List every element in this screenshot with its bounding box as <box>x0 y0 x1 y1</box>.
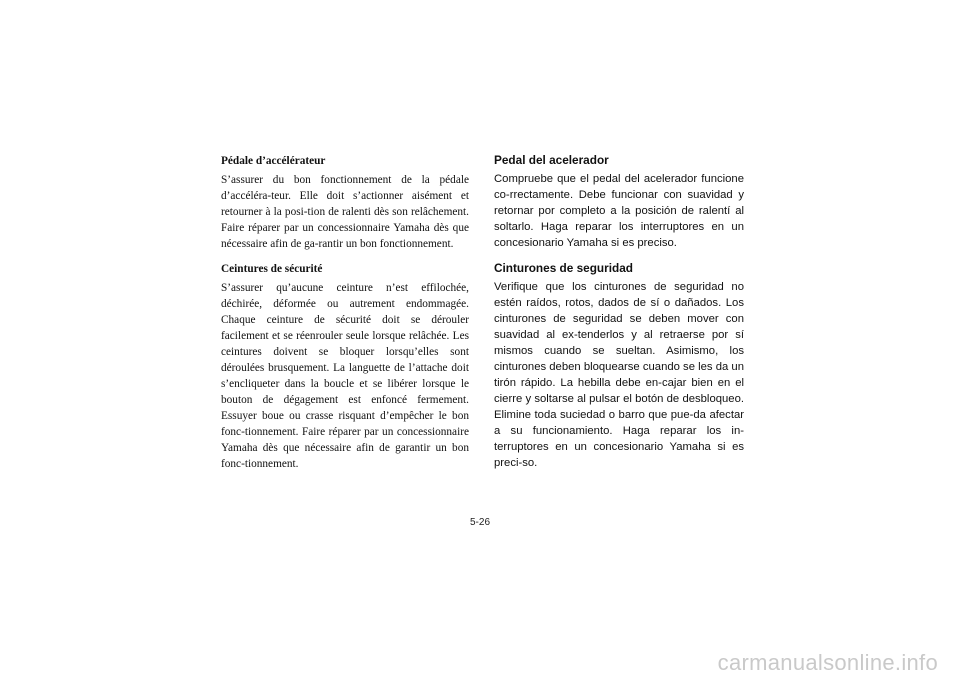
accelerator-heading-fr: Pédale d’accélérateur <box>221 155 326 167</box>
seatbelts-text-es: Verifique que los cinturones de seguridad no estén raídos, rotos, dados de sí o dañados. Los cinturones de seguridad se deben mover con suavidad al ex-tenderlos y al retraerse por sí mismos cuando se sueltan. Asimismo, los cinturones deben bloquearse cuando se les da un tirón rápido. La hebilla debe en-cajar bien en el cierre y soltarse al pulsar el botón de desbloqueo. Elimine toda suciedad o barro que pue-da afectar a su funcionamiento. Haga reparar los in-terruptores en un concesionario Yamaha si es preci-so. <box>494 281 744 469</box>
spanish-column <box>494 152 744 478</box>
page-number: 5-26 <box>469 517 490 528</box>
seatbelts-heading-fr: Ceintures de sécurité <box>221 263 323 275</box>
watermark: carmanualsonline.info <box>717 650 938 675</box>
seatbelts-heading-es: Cinturones de seguridad <box>494 261 633 275</box>
french-column <box>221 153 469 479</box>
accelerator-heading-es: Pedal del acelerador <box>494 153 609 167</box>
seatbelts-text-fr: S’assurer qu’aucune ceinture n’est effilochée, déchirée, déformée ou autrement endommagée. Chaque ceinture de sécurité doit se dérouler facilement et se réenrouler seule lorsque relâchée. Les ceintures doivent se bloquer lorsqu’elles sont déroulées brusquement. La languette de l’attache doit s’encliqueter dans la boucle et se libérer lorsque le bouton de dégagement est enfoncé fermement. Essuyer boue ou crasse risquant d’empêcher le bon fonc-tionnement. Faire réparer par un concessionnaire Yamaha dès que nécessaire afin de garantir un bon fonc-tionnement. <box>221 282 469 470</box>
accelerator-text-es: Compruebe que el pedal del acelerador funcione co-rrectamente. Debe funcionar con suavidad y retornar por completo a la posición de ralentí al soltarlo. Haga reparar los interruptores en un concesionario Yamaha si es preciso. <box>494 173 744 249</box>
accelerator-text-fr: S’assurer du bon fonctionnement de la pédale d’accéléra-teur. Elle doit s’actionner aisément et retourner à la posi-tion de ralenti dès son relâchement. Faire réparer par un concessionnaire Yamaha dès que nécessaire afin de ga-rantir un bon fonctionnement. <box>221 174 469 250</box>
